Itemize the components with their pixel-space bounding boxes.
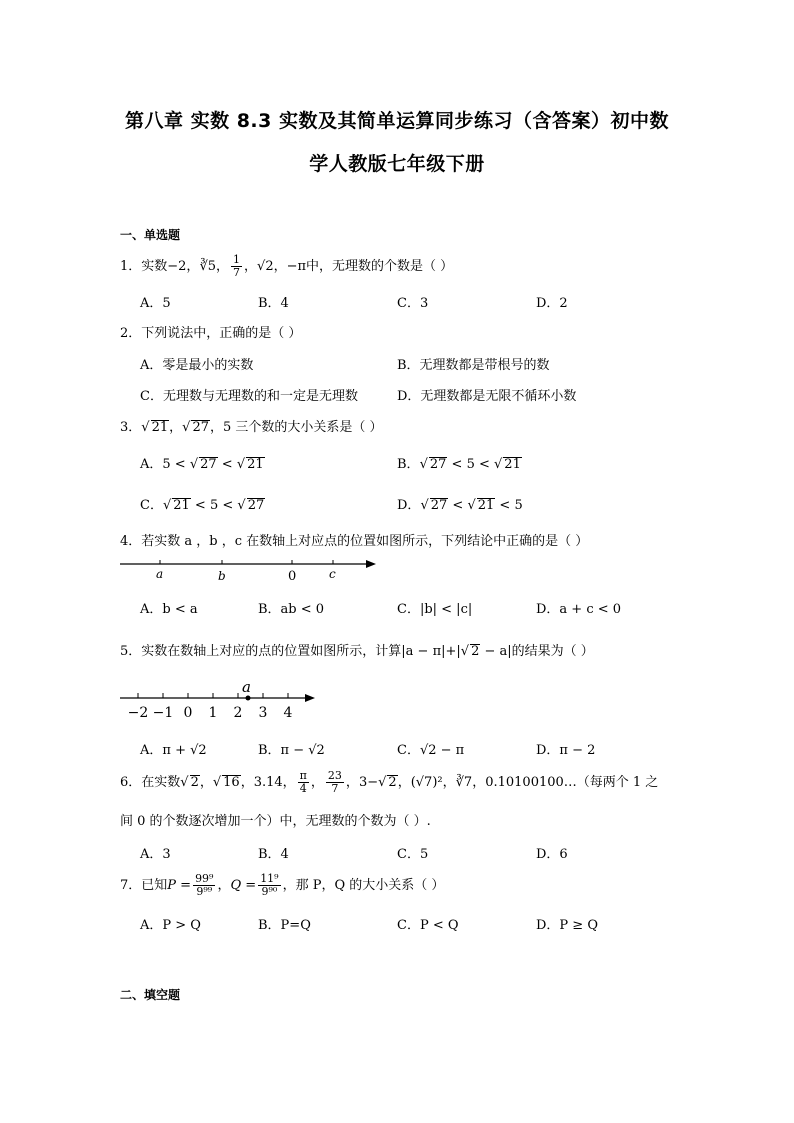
q4-option-d[interactable]: D．a + c < 0	[536, 602, 622, 617]
axis-arrow	[305, 694, 315, 702]
q5-option-d[interactable]: D．π − 2	[536, 743, 596, 758]
question-6-stem-line2: 间 0 的个数逐次增加一个）中，无理数的个数为（ ）.	[120, 814, 431, 829]
tick-label: 4	[283, 705, 293, 721]
q6-option-b[interactable]: B．4	[258, 847, 289, 862]
page-title-line1: 第八章 实数 8.3 实数及其简单运算同步练习（含答案）初中数	[124, 110, 669, 132]
q2-option-d[interactable]: D．无理数都是无限不循环小数	[397, 389, 577, 404]
q7-option-d[interactable]: D．P ≥ Q	[536, 918, 598, 933]
question-4-stem: 4．若实数 a ，b ，c 在数轴上对应点的位置如图所示，下列结论中正确的是（ ）	[120, 534, 589, 549]
q7-option-a[interactable]: A．P > Q	[140, 918, 201, 933]
axis-label-b: b	[218, 569, 226, 583]
section-heading-single-choice: 一、单选题	[120, 228, 181, 242]
number-line-q4	[118, 554, 383, 584]
q6-option-a[interactable]: A．3	[140, 847, 171, 862]
question-7-stem: 7．已知P = $\frac{\text{99⁹}}{\text{9⁹⁹}}$ ，Q = $\frac{\text{11⁹}}{\text{9⁹⁰}}$ ，那 P，Q 的大小关系（ ）	[120, 872, 445, 898]
q4-option-b[interactable]: B．ab < 0	[258, 602, 325, 617]
number-line-q5	[118, 676, 323, 722]
tick-label: 0	[183, 705, 193, 721]
q3-option-d[interactable]: D．√ 27 < √ 21 < 5	[397, 498, 523, 513]
q1-option-b[interactable]: B．4	[258, 296, 289, 311]
q2-option-c[interactable]: C．无理数与无理数的和一定是无理数	[140, 389, 358, 404]
q1-option-d[interactable]: D．2	[536, 296, 568, 311]
question-2-stem: 2．下列说法中，正确的是（ ）	[120, 326, 302, 341]
q1-option-a[interactable]: A．5	[140, 296, 171, 311]
axis-label-a: a	[156, 567, 164, 581]
axis-label-c: c	[329, 567, 336, 581]
q4-option-a[interactable]: A．b < a	[140, 602, 198, 617]
point-label-a: a	[242, 678, 251, 696]
question-3-stem: 3．√ 21，√ 27，5 三个数的大小关系是（ ）	[120, 420, 383, 435]
question-5-stem: 5．实数在数轴上对应的点的位置如图所示，计算|a − π|+|√ 2 − a|的结果为（ ）	[120, 644, 594, 659]
question-1-stem: 1．实数−2，∛5， $\frac{1}{7}$ ，√2，−π中，无理数的个数是（ ）	[120, 253, 454, 279]
tick-label: −1	[152, 705, 174, 721]
q2-option-b[interactable]: B．无理数都是带根号的数	[397, 358, 550, 373]
fraction-one-seventh: $\frac{1}{7}$	[233, 253, 241, 279]
q3-option-b[interactable]: B．√ 27 < 5 < √ 21	[397, 457, 521, 472]
fraction-Q: $\frac{\text{11⁹}}{\text{9⁹⁰}}$	[260, 872, 279, 898]
q5-option-a[interactable]: A．π + √2	[140, 743, 207, 758]
q2-option-a[interactable]: A．零是最小的实数	[140, 358, 254, 373]
fraction-pi-over-4: $\frac{\pi}{4}$	[299, 769, 307, 795]
q7-option-c[interactable]: C．P < Q	[397, 918, 459, 933]
point-a-dot	[246, 696, 251, 701]
question-6-stem-line1: 6．在实数√ 2，√ 16，3.14， $\frac{\pi}{4}$ ， $\frac{23}{7}$ ，3−√ 2，(√7)²，∛7，0.10100100…（每两个 1 之	[120, 769, 659, 795]
tick-label: 3	[258, 705, 268, 721]
q5-option-b[interactable]: B．π − √2	[258, 743, 325, 758]
tick-label: −2	[127, 705, 149, 721]
q6-option-c[interactable]: C．5	[397, 847, 429, 862]
tick-label: 1	[208, 705, 218, 721]
fraction-23-over-7: $\frac{23}{7}$	[327, 769, 342, 795]
axis-arrow	[366, 560, 376, 568]
q5-option-c[interactable]: C．√2 − π	[397, 743, 465, 758]
axis-label-0: 0	[288, 569, 297, 584]
q7-option-b[interactable]: B．P=Q	[258, 918, 311, 933]
section-heading-fill-in: 二、填空题	[120, 988, 181, 1002]
page-title-line2: 学人教版七年级下册	[309, 153, 485, 175]
q1-option-c[interactable]: C．3	[397, 296, 429, 311]
tick-label: 2	[233, 705, 243, 721]
q4-option-c[interactable]: C．|b| < |c|	[397, 602, 473, 617]
q6-option-d[interactable]: D．6	[536, 847, 568, 862]
fraction-P: $\frac{\text{99⁹}}{\text{9⁹⁹}}$	[195, 872, 214, 898]
q3-option-c[interactable]: C．√ 21 < 5 < √ 27	[140, 498, 265, 513]
q3-option-a[interactable]: A．5 < √ 27 < √ 21	[140, 457, 264, 472]
